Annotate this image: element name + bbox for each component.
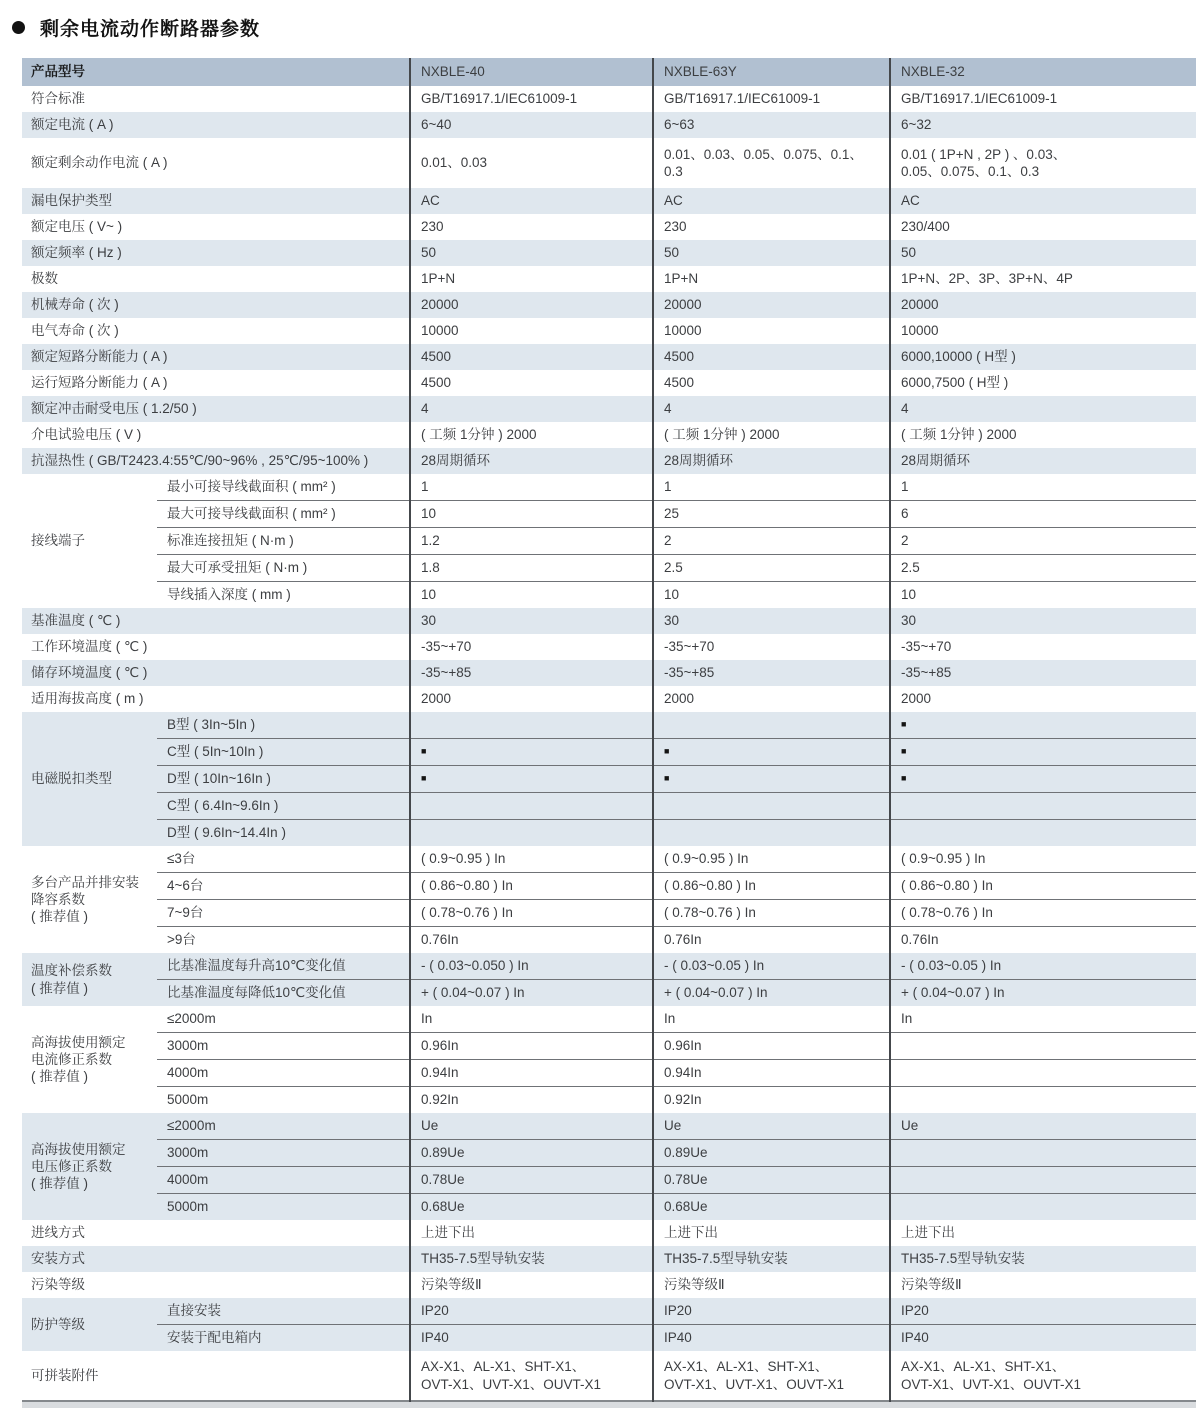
param-value: 30: [653, 608, 890, 634]
param-value: 28周期循环: [890, 448, 1196, 474]
param-label: 安装方式: [22, 1246, 410, 1272]
param-value: ( 0.9~0.95 ) In: [890, 846, 1196, 873]
param-sublabel: C型 ( 5In~10In ): [157, 739, 410, 766]
bullet-icon: [12, 21, 25, 34]
param-value: AC: [410, 188, 653, 214]
param-label: 额定剩余动作电流 ( A ): [31, 155, 168, 171]
param-value: 10: [410, 501, 653, 528]
param-value: [890, 1140, 1196, 1167]
param-value: 1.8: [410, 555, 653, 582]
param-value: 上进下出: [653, 1220, 890, 1246]
param-label: 电气寿命 ( 次 ): [31, 323, 119, 339]
param-sublabel: 直接安装: [157, 1298, 410, 1325]
param-value: -35~+85: [653, 660, 890, 686]
param-value: 4: [653, 396, 890, 422]
param-value: + ( 0.04~0.07 ) In: [890, 980, 1196, 1007]
param-value: IP20: [653, 1298, 890, 1325]
param-sublabel: ≤3台: [167, 851, 196, 867]
spec-row: [22, 1167, 1196, 1194]
param-value: 4500: [410, 344, 653, 370]
param-value: 0.94In: [653, 1060, 890, 1087]
param-value: 20000: [653, 292, 890, 318]
param-value: 30: [410, 608, 653, 634]
param-value: 50: [890, 240, 1196, 266]
spec-row: [22, 1298, 1196, 1325]
spec-row: [22, 793, 1196, 820]
spec-row: [22, 634, 1196, 660]
page-title: 剩余电流动作断路器参数: [40, 19, 261, 40]
param-group-label: 多台产品并排安装 降容系数 ( 推荐值 ): [31, 874, 139, 925]
spec-row: [22, 739, 1196, 766]
param-value: 0.01、0.03、0.05、0.075、0.1、0.3: [653, 138, 890, 188]
param-value: ( 工频 1分钟 ) 2000: [890, 422, 1196, 448]
param-value: 1: [890, 474, 1196, 501]
param-value: GB/T16917.1/IEC61009-1: [410, 86, 653, 112]
param-sublabel: >9台: [157, 927, 410, 954]
param-value: IP40: [653, 1325, 890, 1352]
spec-row: [22, 582, 1196, 609]
param-value: ( 0.86~0.80 ) In: [410, 873, 653, 900]
param-value: 0.78Ue: [410, 1167, 653, 1194]
spec-row: [22, 1325, 1196, 1352]
param-value: - ( 0.03~0.05 ) In: [890, 953, 1196, 980]
param-value: 28周期循环: [410, 448, 653, 474]
param-label: 额定频率 ( Hz ): [22, 240, 410, 266]
product-column-header: NXBLE-32: [890, 58, 1196, 86]
param-value: - ( 0.03~0.05 ) In: [653, 953, 890, 980]
param-value: [890, 1033, 1196, 1060]
spec-row: [22, 214, 1196, 240]
table-bottom-edge: [22, 1402, 1196, 1408]
param-value: 6: [890, 501, 1196, 528]
param-label: 进线方式: [31, 1225, 85, 1241]
param-value: ( 工频 1分钟 ) 2000: [653, 422, 890, 448]
param-sublabel: 3000m: [157, 1033, 410, 1060]
spec-row: [22, 1246, 1196, 1272]
param-value: 230: [653, 214, 890, 240]
param-value: AC: [653, 188, 890, 214]
spec-row: [22, 900, 1196, 927]
param-value: [890, 1060, 1196, 1087]
spec-row: [22, 422, 1196, 448]
spec-table-body: [22, 58, 1196, 1401]
spec-row: [22, 1087, 1196, 1114]
param-sublabel: 安装于配电箱内: [157, 1325, 410, 1352]
param-label: 符合标准: [31, 91, 85, 107]
param-sublabel: 4000m: [157, 1167, 410, 1194]
param-value: 1: [410, 474, 653, 501]
param-value: 0.78Ue: [653, 1167, 890, 1194]
param-value: 25: [653, 501, 890, 528]
param-value: ■: [653, 766, 890, 793]
param-label: 机械寿命 ( 次 ): [22, 292, 410, 318]
param-label: 抗湿热性 ( GB/T2423.4:55℃/90~96% , 25℃/95~100% ): [22, 448, 410, 474]
param-value: 230: [410, 214, 653, 240]
param-value: 0.89Ue: [653, 1140, 890, 1167]
param-value: [890, 1087, 1196, 1114]
param-value: Ue: [410, 1113, 653, 1140]
param-value: 4500: [410, 370, 653, 396]
section-title-row: [0, 8, 1200, 58]
param-value: IP20: [890, 1298, 1196, 1325]
spec-row: [22, 501, 1196, 528]
param-label: 适用海拔高度 ( m ): [31, 691, 144, 707]
param-value: ■: [890, 712, 1196, 739]
param-value: 上进下出: [410, 1220, 653, 1246]
spec-row: [22, 846, 1196, 873]
param-value: 20000: [410, 292, 653, 318]
param-value: [653, 820, 890, 847]
param-label: 额定电压 ( V~ ): [31, 219, 123, 235]
spec-row: [22, 1220, 1196, 1246]
param-value: 0.01、0.03: [410, 138, 653, 188]
param-value: AX-X1、AL-X1、SHT-X1、 OVT-X1、UVT-X1、OUVT-X1: [653, 1351, 890, 1401]
param-value: 0.68Ue: [653, 1194, 890, 1221]
param-value: GB/T16917.1/IEC61009-1: [890, 86, 1196, 112]
param-value: IP40: [890, 1325, 1196, 1352]
param-value: 0.01 ( 1P+N , 2P ) 、0.03、 0.05、0.075、0.1、0.3: [890, 138, 1196, 188]
spec-row: [22, 370, 1196, 396]
spec-row: [22, 608, 1196, 634]
spec-row: [22, 927, 1196, 954]
param-value: 4: [890, 396, 1196, 422]
spec-row: [22, 1033, 1196, 1060]
spec-header-row: [22, 58, 1196, 86]
spec-row: [22, 528, 1196, 555]
param-value: 0.94In: [410, 1060, 653, 1087]
param-sublabel: 比基准温度每升高10℃变化值: [157, 953, 410, 980]
param-label: 储存环境温度 ( ℃ ): [22, 660, 410, 686]
param-value: AX-X1、AL-X1、SHT-X1、 OVT-X1、UVT-X1、OUVT-X1: [410, 1351, 653, 1401]
param-value: 0.76In: [890, 927, 1196, 954]
spec-row: [22, 555, 1196, 582]
spec-row: [22, 1060, 1196, 1087]
spec-row: [22, 953, 1196, 980]
param-value: AX-X1、AL-X1、SHT-X1、 OVT-X1、UVT-X1、OUVT-X1: [890, 1351, 1196, 1401]
param-label: 介电试验电压 ( V ): [31, 427, 142, 443]
param-value: [410, 793, 653, 820]
param-value: -35~+70: [410, 634, 653, 660]
spec-row: [22, 766, 1196, 793]
param-value: [890, 820, 1196, 847]
param-value: 50: [410, 240, 653, 266]
param-value: ■: [890, 766, 1196, 793]
param-label: 极数: [31, 271, 58, 287]
param-value: [653, 793, 890, 820]
param-value: 4: [410, 396, 653, 422]
param-value: In: [890, 1006, 1196, 1033]
param-value: 10000: [890, 318, 1196, 344]
spec-row: [22, 396, 1196, 422]
param-value: 0.76In: [653, 927, 890, 954]
spec-row: [22, 712, 1196, 739]
spec-table: [22, 58, 1196, 1402]
spec-row: [22, 318, 1196, 344]
param-sublabel: 导线插入深度 ( mm ): [157, 582, 410, 609]
spec-row: [22, 660, 1196, 686]
spec-row: [22, 980, 1196, 1007]
param-value: 2.5: [890, 555, 1196, 582]
param-label: 漏电保护类型: [22, 188, 410, 214]
param-value: - ( 0.03~0.050 ) In: [410, 953, 653, 980]
param-value: ( 0.78~0.76 ) In: [890, 900, 1196, 927]
param-sublabel: ≤2000m: [157, 1113, 410, 1140]
spec-row: [22, 344, 1196, 370]
param-value: 0.89Ue: [410, 1140, 653, 1167]
param-value: 0.76In: [410, 927, 653, 954]
param-label: 可拼装附件: [31, 1367, 99, 1383]
param-value: 20000: [890, 292, 1196, 318]
param-value: -35~+70: [890, 634, 1196, 660]
param-value: 上进下出: [890, 1220, 1196, 1246]
param-sublabel: 最大可承受扭矩 ( N·m ): [157, 555, 410, 582]
param-value: 30: [890, 608, 1196, 634]
param-value: 1.2: [410, 528, 653, 555]
param-value: ( 0.78~0.76 ) In: [653, 900, 890, 927]
param-sublabel: 4000m: [157, 1060, 410, 1087]
param-value: 2: [653, 528, 890, 555]
param-sublabel: ≤2000m: [167, 1011, 216, 1027]
param-value: [890, 793, 1196, 820]
param-value: TH35-7.5型导轨安装: [410, 1246, 653, 1272]
param-value: Ue: [890, 1113, 1196, 1140]
spec-row: [22, 138, 1196, 188]
param-value: 1P+N: [653, 266, 890, 292]
param-value: 0.92In: [410, 1087, 653, 1114]
param-value: [653, 712, 890, 739]
param-label: 工作环境温度 ( ℃ ): [31, 639, 148, 655]
spec-row: [22, 474, 1196, 501]
param-value: 2: [890, 528, 1196, 555]
param-group-label: 接线端子: [31, 533, 85, 549]
param-value: ( 0.78~0.76 ) In: [410, 900, 653, 927]
param-value: -35~+85: [890, 660, 1196, 686]
param-value: 10: [890, 582, 1196, 609]
param-value: IP40: [410, 1325, 653, 1352]
param-value: ( 工频 1分钟 ) 2000: [410, 422, 653, 448]
param-value: + ( 0.04~0.07 ) In: [653, 980, 890, 1007]
param-value: 0.96In: [653, 1033, 890, 1060]
spec-row: [22, 188, 1196, 214]
spec-row: [22, 1351, 1196, 1401]
param-sublabel: 最小可接导线截面积 ( mm² ): [167, 479, 336, 495]
param-group-label: 高海拔使用额定 电压修正系数 ( 推荐值 ): [22, 1113, 157, 1220]
param-value: 污染等级Ⅱ: [890, 1272, 1196, 1298]
param-value: 1: [653, 474, 890, 501]
param-value: 0.92In: [653, 1087, 890, 1114]
param-value: TH35-7.5型导轨安装: [653, 1246, 890, 1272]
spec-row: [22, 240, 1196, 266]
spec-row: [22, 873, 1196, 900]
param-value: [890, 1167, 1196, 1194]
param-value: 10000: [653, 318, 890, 344]
product-column-header: NXBLE-63Y: [653, 58, 890, 86]
spec-row: [22, 86, 1196, 112]
param-sublabel: 4~6台: [157, 873, 410, 900]
param-sublabel: C型 ( 6.4In~9.6In ): [157, 793, 410, 820]
spec-row: [22, 266, 1196, 292]
param-value: 10: [653, 582, 890, 609]
param-sublabel: 3000m: [157, 1140, 410, 1167]
param-value: 2.5: [653, 555, 890, 582]
param-group-label: 电磁脱扣类型: [22, 712, 157, 846]
param-value: ( 0.9~0.95 ) In: [653, 846, 890, 873]
param-sublabel: 5000m: [157, 1087, 410, 1114]
param-value: ( 0.86~0.80 ) In: [653, 873, 890, 900]
spec-row: [22, 1113, 1196, 1140]
param-value: 28周期循环: [653, 448, 890, 474]
spec-row: [22, 448, 1196, 474]
param-value: ■: [890, 739, 1196, 766]
param-value: Ue: [653, 1113, 890, 1140]
param-sublabel: 标准连接扭矩 ( N·m ): [157, 528, 410, 555]
param-value: ■: [653, 739, 890, 766]
spec-row: [22, 112, 1196, 138]
param-label: 额定电流 ( A ): [22, 112, 410, 138]
param-group-label: 高海拔使用额定 电流修正系数 ( 推荐值 ): [31, 1034, 126, 1085]
spec-row: [22, 292, 1196, 318]
param-sublabel: 5000m: [157, 1194, 410, 1221]
param-label: 额定冲击耐受电压 ( 1.2/50 ): [22, 396, 410, 422]
param-value: -35~+70: [653, 634, 890, 660]
param-value: 1P+N: [410, 266, 653, 292]
param-value: 4500: [653, 344, 890, 370]
param-value: 6~32: [890, 112, 1196, 138]
spec-row: [22, 1006, 1196, 1033]
param-value: 50: [653, 240, 890, 266]
param-sublabel: 最大可接导线截面积 ( mm² ): [157, 501, 410, 528]
param-group-label: 温度补偿系数 ( 推荐值 ): [22, 953, 157, 1006]
param-value: In: [653, 1006, 890, 1033]
param-value: 6000,10000 ( H型 ): [890, 344, 1196, 370]
spec-row: [22, 1140, 1196, 1167]
param-value: In: [410, 1006, 653, 1033]
param-value: -35~+85: [410, 660, 653, 686]
param-label: 运行短路分断能力 ( A ): [31, 375, 168, 391]
param-value: [410, 712, 653, 739]
param-value: TH35-7.5型导轨安装: [890, 1246, 1196, 1272]
param-value: AC: [890, 188, 1196, 214]
param-value: 2000: [653, 686, 890, 712]
param-value: ■: [410, 739, 653, 766]
param-value: 10: [410, 582, 653, 609]
param-value: GB/T16917.1/IEC61009-1: [653, 86, 890, 112]
param-value: 4500: [653, 370, 890, 396]
param-sublabel: D型 ( 9.6In~14.4In ): [157, 820, 410, 847]
param-value: IP20: [410, 1298, 653, 1325]
param-value: 2000: [890, 686, 1196, 712]
param-value: 0.68Ue: [410, 1194, 653, 1221]
param-value: 2000: [410, 686, 653, 712]
param-label: 污染等级: [31, 1277, 85, 1293]
param-group-label: 防护等级: [22, 1298, 157, 1351]
param-label: 产品型号: [22, 58, 410, 86]
param-value: 6~63: [653, 112, 890, 138]
param-value: 污染等级Ⅱ: [410, 1272, 653, 1298]
param-label: 额定短路分断能力 ( A ): [22, 344, 410, 370]
param-value: 230/400: [890, 214, 1196, 240]
param-sublabel: 7~9台: [157, 900, 410, 927]
param-value: 10000: [410, 318, 653, 344]
param-value: ( 0.86~0.80 ) In: [890, 873, 1196, 900]
param-value: 污染等级Ⅱ: [653, 1272, 890, 1298]
param-value: ( 0.9~0.95 ) In: [410, 846, 653, 873]
param-sublabel: D型 ( 10In~16In ): [157, 766, 410, 793]
param-value: + ( 0.04~0.07 ) In: [410, 980, 653, 1007]
param-value: 6~40: [410, 112, 653, 138]
param-value: 1P+N、2P、3P、3P+N、4P: [890, 266, 1196, 292]
param-sublabel: 比基准温度每降低10℃变化值: [157, 980, 410, 1007]
spec-row: [22, 820, 1196, 847]
param-value: 0.96In: [410, 1033, 653, 1060]
spec-row: [22, 686, 1196, 712]
param-label: 基准温度 ( ℃ ): [22, 608, 410, 634]
param-value: 6000,7500 ( H型 ): [890, 370, 1196, 396]
spec-row: [22, 1272, 1196, 1298]
product-column-header: NXBLE-40: [410, 58, 653, 86]
param-sublabel: B型 ( 3In~5In ): [157, 712, 410, 739]
param-value: ■: [410, 766, 653, 793]
param-value: [890, 1194, 1196, 1221]
param-value: [410, 820, 653, 847]
spec-row: [22, 1194, 1196, 1221]
